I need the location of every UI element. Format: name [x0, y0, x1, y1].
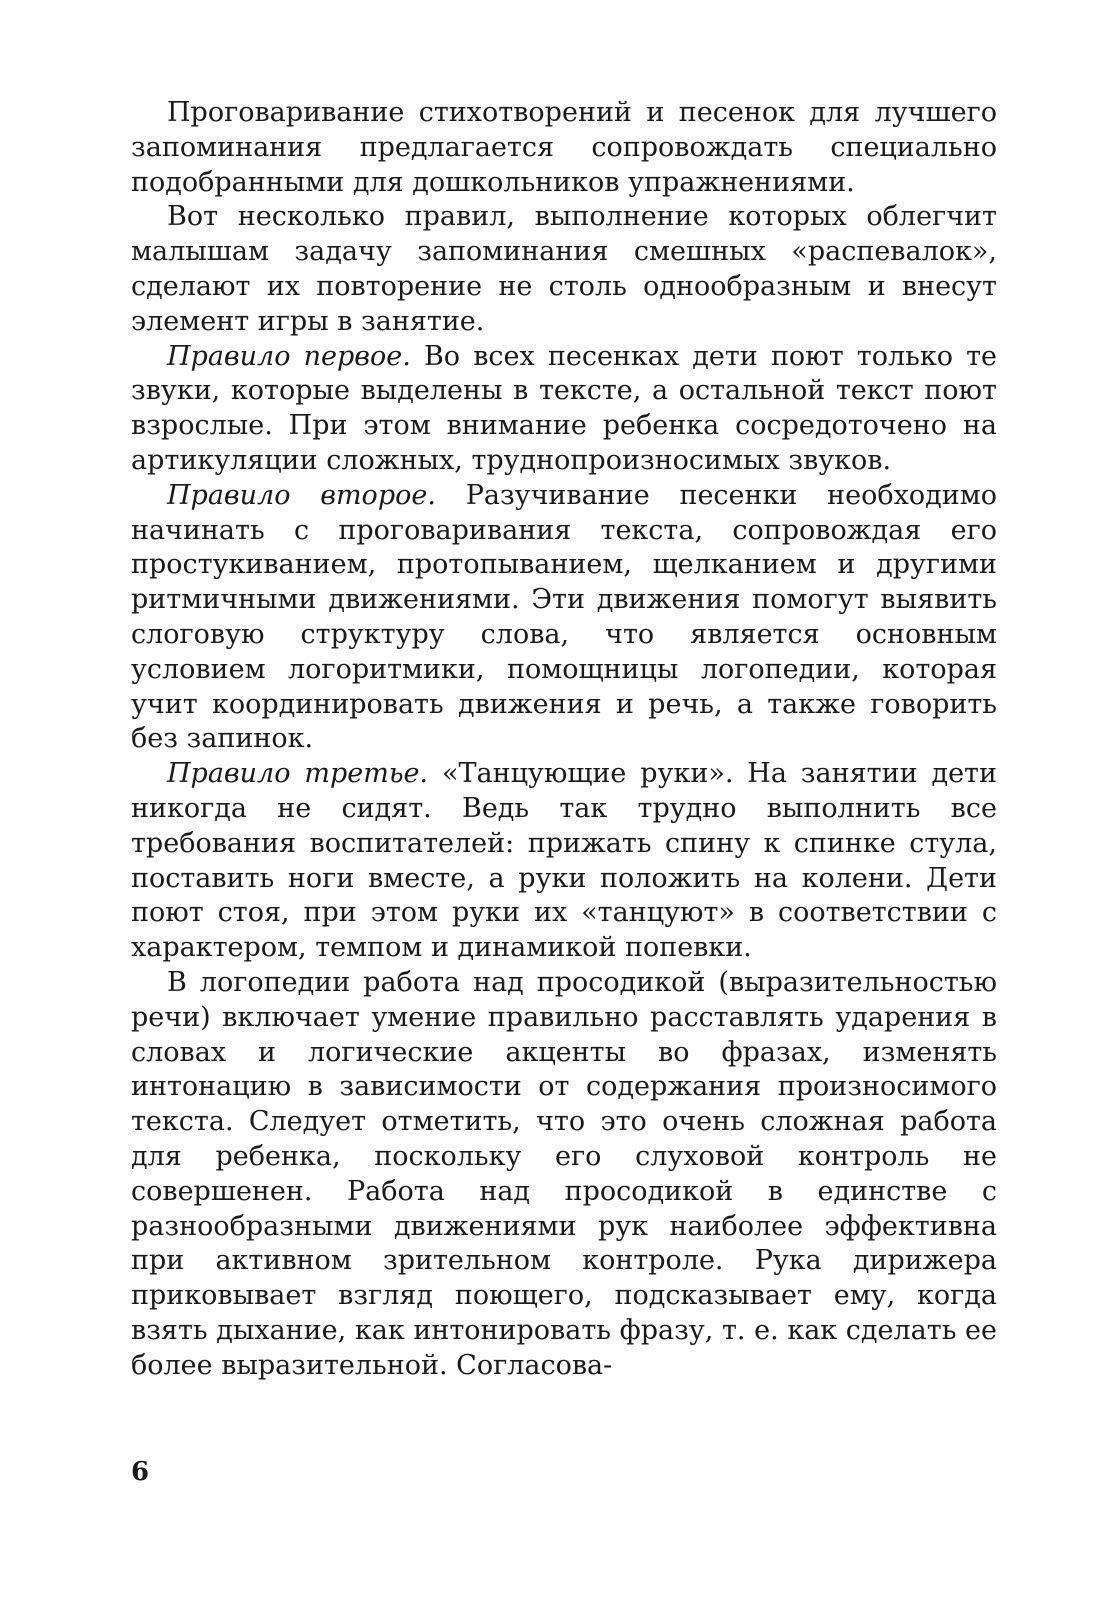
- paragraph-rule-two: [131, 479, 997, 757]
- paragraph-intro: [131, 96, 997, 200]
- body-text: [131, 96, 997, 1383]
- paragraph-text: Вот несколько правил, выполнение которых облегчит малышам задачу запоминания смешных «распевалок», сделают их повторение не столь однообразным и внесут элемент игры в занятие.: [131, 201, 997, 337]
- paragraph-text: В логопедии работа над просодикой (выразительностью речи) включает умение правильно расставлять ударения в словах и логические акценты во фразах, изменять интонацию в зависимости от содержания произносимого текста. Следует отметить, что это очень сложная работа для ребенка, поскольку его слуховой контроль не совершенен. Работа над просодикой в единстве с разнообразными движениями рук наиболее эффективна при активном зрительном контроле. Рука дирижера приковывает взгляд поющего, подсказывает ему, когда взять дыхание, как интонировать фразу, т. е. как сделать ее более выразительной. Согласова-: [131, 966, 997, 1381]
- paragraph-text: Во всех песенках дети поют только те звуки, которые выделены в тексте, а остальной текст поют взрослые. При этом внимание ребенка сосредоточено на артикуляции сложных, труднопроизносимых звуков.: [131, 340, 997, 476]
- rule-three-title: Правило третье.: [167, 758, 429, 790]
- page-number: 6: [131, 1457, 150, 1487]
- paragraph-rule-three: [131, 757, 997, 966]
- paragraph-text: Проговаривание стихотворений и песенок для лучшего запоминания предлагается сопровождать специально подобранными для дошкольников упражнениями.: [131, 97, 997, 198]
- paragraph-rule-one: [131, 340, 997, 479]
- paragraph-prosody: [131, 966, 997, 1384]
- paragraph-rules-intro: [131, 200, 997, 339]
- rule-two-title: Правило второе.: [167, 479, 436, 511]
- paragraph-text: «Танцующие руки». На занятии дети никогда не сидят. Ведь так трудно выполнить все требования воспитателей: прижать спину к спинке стула, поставить ноги вместе, а руки положить на колени. Дети поют стоя, при этом руки их «танцуют» в соответствии с характером, темпом и динамикой попевки.: [131, 758, 997, 964]
- paragraph-text: Разучивание песенки необходимо начинать с проговаривания текста, сопровождая его простукиванием, протопыванием, щелканием и другими ритмичными движениями. Эти движения помогут выявить слоговую структуру слова, что является основным условием логоритмики, помощницы логопедии, которая учит координировать движения и речь, а также говорить без запинок.: [131, 479, 997, 755]
- rule-one-title: Правило первое.: [167, 340, 411, 372]
